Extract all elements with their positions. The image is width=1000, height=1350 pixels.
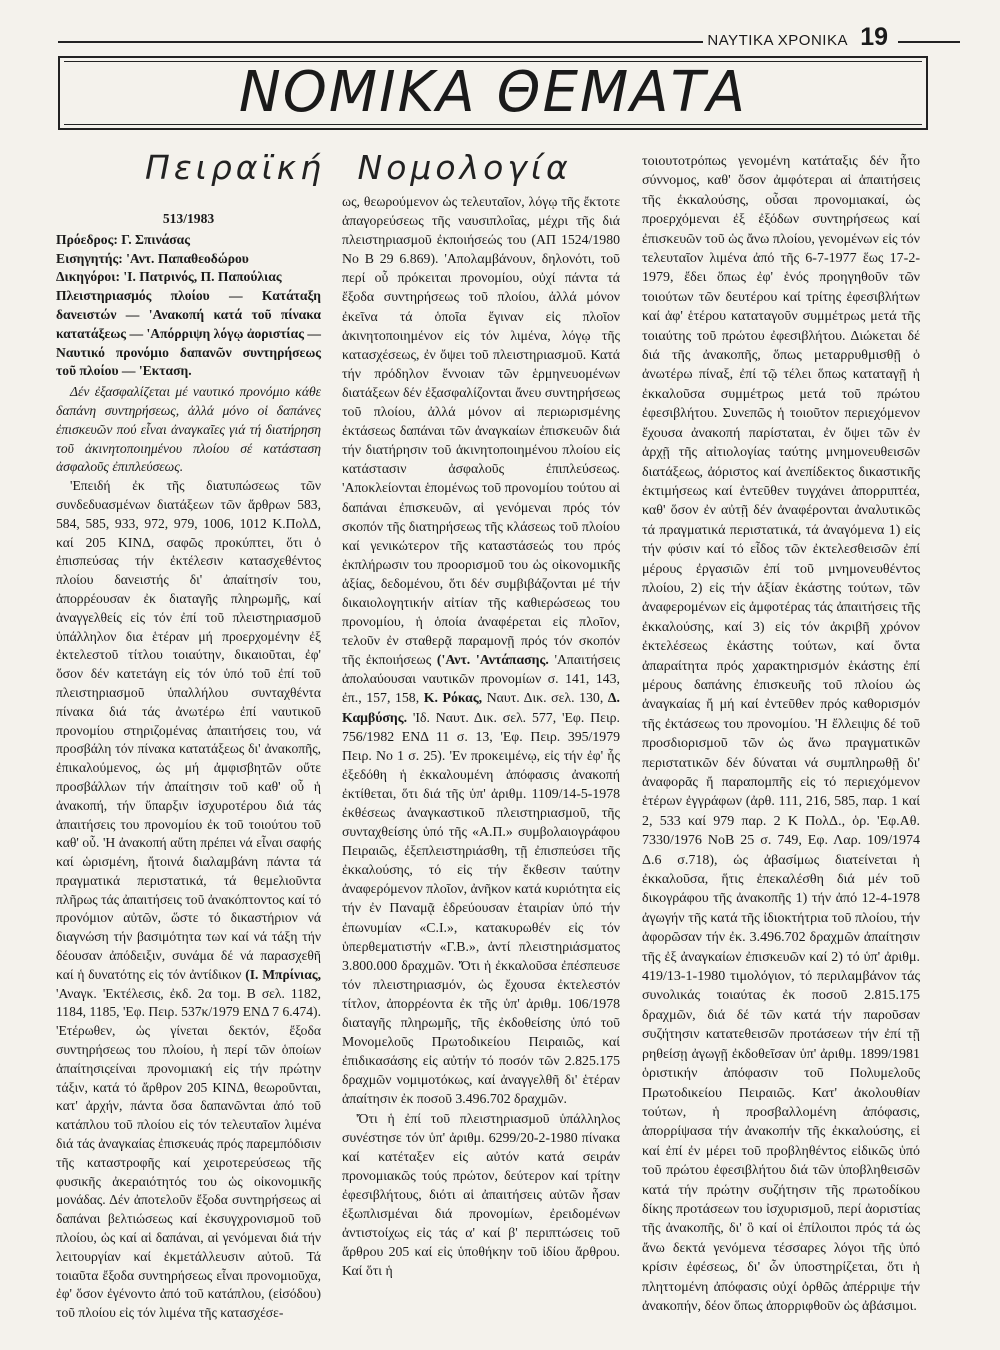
title-box <box>58 56 928 130</box>
body-paragraph <box>56 477 321 1323</box>
citation: Δ. Καμβύσης. <box>342 690 620 725</box>
header-rule-right <box>898 41 960 43</box>
rapporteur: Εισηγητής: 'Αντ. Παπαθεοδώρου <box>56 250 249 266</box>
citation: Κ. Ρόκας, <box>423 690 483 706</box>
case-keywords: Πλειστηριασμός πλοίου — Κατάταξη δανειστών — 'Ανακοπή κατά τοῦ πίνακα κατατάξεως — 'Απόρριψη λόγῳ ἀοριστίας — Ναυτικό προνόμιο δαπανῶν συντηρήσεως τοῦ πλοίου — 'Εκταση. <box>56 288 321 379</box>
body-text: ως, θεωρούμενον ὡς τελευταῖον, λόγῳ τῆς ἔκτοτε ἀπαγορεύσεως τῆς ναυσιπλοΐας, μέχρι τῆς διά πλειστηριασμοῦ ἐκποιήσεώς του (ΑΠ 1524/1980 Νο Β 29 6.869). 'Απολαμβάνουν, δηλονότι, τοῦ περί οὗ πρόκειται προνομίου, οὐχί πάντα τά ἔξοδα συντηρήσεως τοῦ πλοίου, ἀλλά μόνον ἐκεῖνα τά ὁποῖα ἔγιναν εἰς πλοῖον ἀκινητοποιημένον εἰς τόν λιμένα, λόγῳ τῆς κατασχέσεως, ἐν ὄψει τοῦ πλειστηριασμοῦ. Κατά τήν πρόδηλον ἔννοιαν τῶν ἑρμηνευομένων διατάξεων δέν ἐξασφαλίζονται ἄνευ συντηρήσεως τοῦ πλοίου, ἀλλά μόνον αἱ περιωρισμένης ἐκτάσεως δαπάναι τῶν ἀναγκαίων ἐπισκευῶν διά τήν διατήρησιν τοῦ ἀκινητοποιημένου πλοίου εἰς κατάστασιν ἀσφαλοῦς ἐπιπλεύσεως. 'Αποκλείονται ἑπομένως τοῦ προνομίου τούτου αἱ δαπάναι ἐπισκευῶν, αἱ γενόμεναι πρός τόν σκοπόν τῆς διατηρήσεως τῆς κλάσεως τοῦ πλοίου καί γενικώτερον τῆς καταστάσεώς του πρός ἐκπλήρωσιν του προορισμοῦ του ὡς οἰκονομικῆς ἀξίας, δεδομένου, ὅτι δέν συμβιβάζονται μέ τήν δικαιολογητικήν αἰτίαν τῆς καθιερώσεως του προνομίου, ἡ ὁποία ἀναφέρεται εἰς πλοῖον, τελοῦν ἐν σταθερᾷ παραμονῇ πρός τόν σκοπόν τῆς ἐκποιήσεως <box>342 194 620 668</box>
page-title: ΝΟΜΙΚΑ ΘΕΜΑΤΑ <box>238 60 748 125</box>
body-text: 'Απαιτήσεις ἀπολαύουσαι ναυτικῶν προνομίων σ. 141, 143, ἐπ., 157, 158, <box>342 652 621 706</box>
body-paragraph: τοιουτοτρόπως γενομένη κατάταξις δέν ἦτο σύννομος, καθ' ὅσον ἀμφότεραι αἱ ἀπαιτήσεις τῆς ἐκκαλούσης, οὖσαι προνομιακαί, ὡς προερχόμεναι ἐξ ἐξόδων συντηρήσεως καί ἐπισκευῶν τοῦ ὡς ἄνω πλοίου, γενομένων εἰς τόν τελευταῖον λιμένα ἀπό τῆς 6-7-1977 ἕως 17-2-1979, ἔδει ὅπως ἐφ' ἑνός προηγηθοῦν τῶν τοιούτων τῶν δευτέρου καί τρίτης ἐφεσιβλήτων καί ἀφ' ἑτέρου καταταγοῦν συμμέτρως μετά τῆς τοιαύτης τοῦ πρώτου ἐφεσιβλήτου. Διώκεται δέ διά τῆς ἀνακοπῆς, ὅπως μεταρρυθμισθῇ ὁ ἀνωτέρω πίναξ, ἐπί τῷ τέλει ὅπως καταταγῇ ἡ ἐκκαλοῦσα συμμέτρως μετά τοῦ πρώτου ἐφεσιβλήτου. Συνεπῶς ἡ τοιοῦτον περιεχόμενον ἔχουσα ἀνακοπή παρίσταται, ἐν ὄψει τῶν ἐν ἀρχῇ τῆς αἰτιολογίας ταύτης μνημονευθεισῶν διατάξεως, ἀόριστος καί ἀνεπίδεκτος δικαστικῆς ἐκτιμήσεως καί ἐντεῦθεν τυγχάνει ἀπορριπτέα, καθ' ὅσον ἐν αὐτῇ δέν ἀναφέρονται ἀναλυτικῶς τά πραγματικά περιστατικά, τά ἀναγόμενα 1) εἰς τήν φύσιν καί τό εἶδος τῶν ἐκτελεσθεισῶν ἐπί μέρους ἐργασιῶν ἐπί τοῦ μνημονευθέντος πλοίου, 2) εἰς τήν ἀξίαν ἑκάστης τούτων, τῶν ἀναφερομένων εἰς ἀμφοτέρας τάς ἀπαιτήσεις τῆς ἐκκαλούσης, καί 3) εἰς τόν ἀκριβῆ χρόνον ἐκτελέσεως ἑκάστης τούτων, καί ὄντα ἀπαραίτητα πρός χαρακτηρισμόν ἑκάστης ἐπί μέρους δαπάνης ἐπισκευῆς τοῦ πλοίου ὡς ἀναγκαίας ἤ μή καί ἐντεῦθεν πρός καθορισμόν τῆς ἐκτάσεως του προνομίου. 'Η ἔλλειψις δέ τοῦ προσδιορισμοῦ τῶν ὡς ἄνω πραγματικῶν περιστατικῶν δέν δύναται νά συμπληρωθῇ δι' ἀναφορᾶς ἤ παραπομπῆς εἰς τό περιεχόμενον ἑτέρων ἐγγράφων (ἀρθ. 111, 216, 585, παρ. 1 καί 2, 533 καί 979 παρ. 2 Κ ΠολΔ., ὁρ. 'Εφ.Αθ. 7330/1976 ΝοΒ 25 σ. 749, Εφ. Λαρ. 109/1974 Δ.6 σ.718), ὡς ἀβασίμως διατείνεται ἡ ἐκκαλοῦσα, ἥτις ἐπεκαλέσθη διά μέν τοῦ δικογράφου τῆς ἀνακοπῆς 1) τήν ἀπό 12-4-1978 ἀγωγήν τῆς κατά τῆς ἰδιοκτήτρια τοῦ πλοίου, τήν ἀφορῶσαν τήν ἐκ. 3.496.702 δραχμῶν ἀπαίτησιν τῆς ἐξ ἀναγκαίων ἐπισκευῶν καί 2) τό ὑπ' ἀριθμ. 419/13-1-1980 τιμολόγιον, τό περιλαμβάνον τάς συνολικάς τοιαύτας ἐκ ποσοῦ 2.815.175 δραχμῶν, διά δέ τῶν κατά τήν παροῦσαν συζήτησιν κατατεθεισῶν προτάσεων τήν ἐπί τῇ ρηθείσῃ ἀγωγῇ ἐκδοθεῖσαν ὑπ' ἀριθμ. 1899/1981 ὁριστικήν ἀπόφασιν τοῦ Πολυμελοῦς Πρωτοδικείου Πειραιῶς. Κατ' ἀκολουθίαν τούτων, ἡ προσβαλλομένη ἀπόφασις, ἀπορρίψασα τήν ἀνακοπήν τῆς ἐκκαλούσης, εἰ καί ἐπί ἐν μέρει τοῦ προβληθέντος εἰδικῶς ὑπό τοῦ πρώτου ἐφεσιβλήτου διά τῶν ὑποβληθεισῶν κατά τήν πρώτην συζήτησιν τῆς πρωτοδίκου δίκης προτάσεων του ἰσχυρισμοῦ, περί ἀοριστίας τῆς ἀνακοπῆς, δι' ὃ καί οἱ ἐπίλοιποι πρός τά ὡς ἄνω δεκτά γενόμενα τέσσαρες λόγοι τῆς ὑπό κρίσιν ἐφέσεως, δι' ὧν ὑποστηρίζεται, ὅτι ἡ πληττομένη ἀπόφασις οὐχί ὀρθῶς ἀπέρριψε τήν ἀνακοπήν, δέον ὅπως ἀπορριφθοῦν ὡς ἀβάσιμοι. <box>642 154 920 1314</box>
column-1 <box>56 210 321 1323</box>
citation: ('Αντ. 'Αντάπασης. <box>436 652 549 668</box>
page-number: 19 <box>856 23 892 52</box>
title-box-inner-rule-bottom <box>64 124 922 125</box>
running-header <box>58 23 960 52</box>
president: Πρόεδρος: Γ. Σπινάσας <box>56 231 190 247</box>
body-text: 'Αναγκ. 'Εκτέλεσις, ἐκδ. 2α τομ. Β σελ. 1182, 1184, 1185, 'Εφ. Πειρ. 537κ/1979 ΕΝΔ 7 6.474). 'Ετέρωθεν, ὡς γίνεται δεκτόν, ἔξοδα συντηρήσεως του πλοίου, ἡ περί τῶν ὁποίων ἀπαίτησιςείναι προνομιακή εἰς τήν πρώτην τάξιν, κατά τό ἄρθρον 205 ΚΙΝΔ, θεωροῦνται, κατ' ἀρχήν, πάντα ὅσα δαπανῶνται ἀπό τοῦ κατάπλου τοῦ πλοίου εἰς τόν τελευταῖον λιμένα διά τάς ἀναγκαίας ἐπισκευάς πρός παρεμπόδισιν τῆς καταστροφῆς καί χειροτερεύσεως τῆς φυσικῆς ἀκεραιότητός του ὡς οἰκονομικῆς μονάδας. Δέν ἀποτελοῦν ἔξοδα συντηρήσεως αἱ δαπάναι βελτιώσεως καί ἐκσυγχρονισμοῦ τοῦ πλοίου, ὡς καί αἱ δαπάναι, αἱ γενόμεναι διά τήν λειτουργίαν καί ἐκμετάλλευσιν αὐτοῦ. Τά τοιαῦτα ἔξοδα συντηρήσεως εἶναι προνομιοῦχα, ἐφ' ὅσον ἐγένοντο ἀπό τοῦ κατάπλου, (εἰσόδου) τοῦ πλοίου εἰς τόν λιμένα τῆς κατασχέσε- <box>56 985 321 1321</box>
section-heading: Πειραϊκή Νομολογία <box>145 148 572 187</box>
body-paragraph <box>342 192 620 1109</box>
body-text: Ναυτ. Δικ. σελ. 130, <box>486 690 604 706</box>
body-paragraph: 'Ότι ἡ ἐπί τοῦ πλειστηριασμοῦ ὑπάλληλος συνέστησε τόν ὑπ' ἀριθμ. 6299/20-2-1980 πίνακα καί κατέταξεν εἰς αὐτόν κατά σειράν προνομιακῶς τούς πρώτον, δεύτερον καί τρίτην ἐφεσιβλήτους, διότι αἱ ἀπαιτήσεις αὐτῶν ἦσαν ἐξωπλισμέναι διά προνομίων, ἐρειδομένων ἀντιστοίχως εἰς τάς α' καί β' περιπτώσεις τοῦ ἄρθρου 205 καί εἰς ὑποθήκην τοῦ ἰδίου ἄρθρου. Καί ὅτι ἡ <box>342 1110 620 1279</box>
case-summary: Δέν ἐξασφαλίζεται μέ ναυτικό προνόμιο κάθε δαπάνη συντηρήσεως, ἀλλά μόνο οἱ δαπάνες ἐπισκευῶν πού εἶναι ἀναγκαῖες γιά τή διατήρηση τοῦ ἀκινητοποιημένου πλοίου σέ κατάσταση ἀσφαλοῦς ἐπιπλεύσεως. <box>56 384 321 475</box>
column-2 <box>342 192 620 1280</box>
body-text: 'Επειδή ἐκ τῆς διατυπώσεως τῶν συνδεδυασμένων διατάξεων τῶν ἄρθρων 583, 584, 585, 933, 972, 979, 1006, 1012 Κ.ΠολΔ, καί 205 ΚΙΝΔ, σαφῶς προκύπτει, ὅτι ὁ ἐπισπεύσας τήν ἐκτέλεσιν κατασχεθέντος πλοίου δανειστής δι' ἀπαίτησίν του, ἀπορρέουσαν ἐκ διαταγῆς πληρωμῆς, καί ἀναγγελθείς εἰς τόν ἐπί τοῦ πλειστηριασμοῦ ὑπάλληλον δια ἑτέραν μή προερχομένην ἐξ ἐκτελεστοῦ τίτλου τοιαύτην, δικαιοῦται, ἐφ' ὅσον δέν κατετάγη εἰς τόν ὑπό τοῦ ἐπί τοῦ πλειστηριασμοῦ ὑπαλλήλου συνταχθέντα πίνακα διά τάς ἀνωτέρω ἐπί ναυτικοῦ προνομίου στηριζομένας ἀπαιτήσεις του, νά προσβάλη τόν πίνακα κατατάξεως δι' ἀνακοπῆς, ἐπικαλούμενος, ὡς μή ἀμφισβητῶν οὔτε προσβάλλων τήν ἀπαίτησιν τοῦ καθ' οὗ ἡ ἀνακοπή, τήν ὕπαρξιν ἰσχυροτέρου διά τάς ἀπαιτήσεις του προνομίου ἐκ τοῦ τοιούτου τοῦ καθ' οὗ. 'Η ἀνακοπή αὕτη πρέπει νά εἶναι σαφής καί ὡρισμένη, ἤτοινά διαλαμβάνη πάντα τά πραγματικά περιστατικά, τά θεμελιοῦντα πλῆρως τάς ἀπαιτήσεις τοῦ ἀνακόπτοντος καί τό προνόμιον αὐτῶν, ὥστε τό δικαστήριον νά διαγνώση τήν βασιμότητα των καί νά τάξη τήν δέουσαν ἀπόδειξιν, συνάμα δέ νά παρασχεθῆ καί ἡ δυνατότης εἰς τόν ἀντίδικον <box>56 478 321 982</box>
citation: (Ι. Μπρίνιας, <box>245 966 321 982</box>
header-rule <box>58 41 750 43</box>
body-text: 'Ιδ. Ναυτ. Δικ. σελ. 577, 'Εφ. Πειρ. 756/1982 ΕΝΔ 11 σ. 13, 'Εφ. Πειρ. 395/1979 Πειρ. Νο 1 σ. 25). 'Εν προκειμένῳ, εἰς τήν ἐφ' ἧς ἐξεδόθη ἡ ἐκκαλουμένη ἀπόφασις ἀνακοπή ἐκτίθεται, ὅτι διά τῆς ὑπ' ἀριθμ. 1109/14-5-1978 ἐκθέσεως ἀναγκαστικοῦ πλειστηριασμοῦ, τῆς συνταχθείσης ὑπό τῆς «Α.Π.» συμβολαιογράφου Πειραιῶς, ἐξεπλειστηριάσθη, τῇ ἐπισπεύσει τῆς ἐκκαλούσης, τό εἰς τήν ἔκθεσιν ταύτην ἀναφερόμενον πλοῖον, ἀνῆκον κατά κυριότητα εἰς τήν ἐν Παναμᾷ ἑδρεύουσαν ἑταιρίαν ὑπό τήν ἐπωνυμίαν «C.I.», κατακυρωθέν εἰς τόν ὑπερθεματιστήν «Γ.Β.», ἀντί πλειστηριάσματος 3.800.000 δραχμῶν. 'Ότι ἡ ἐκκαλοῦσα ἐπέσπευσε τόν πλειστηριασμόν, ὡς ἔχουσα ἐκτελεστόν τίτλον, ἀπορρέοντα ἐκ τῆς ὑπ' ἀριθμ. 106/1978 διαταγῆς πληρωμῆς, τῆς ἐκδοθείσης ὑπό τοῦ Μονομελοῦς Πρωτοδικείου Πειραιῶς, καί ἐπιδικασάσης εἰς αὐτήν τό ποσόν τῶν 2.825.175 δραχμῶν νομιμοτόκως, καί ἀναγγελθῆ δι' ἑτέραν ἀπαίτησιν ἐκ ποσοῦ 3.496.702 δραχμῶν. <box>342 709 620 1107</box>
publication-name: ΝΑΥΤΙΚΑ ΧΡΟΝΙΚΑ <box>703 32 852 49</box>
lawyers: Δικηγόροι: 'Ι. Πατρινός, Π. Παπούλιας <box>56 269 282 285</box>
case-number: 513/1983 <box>162 211 215 226</box>
column-3 <box>642 152 920 1316</box>
